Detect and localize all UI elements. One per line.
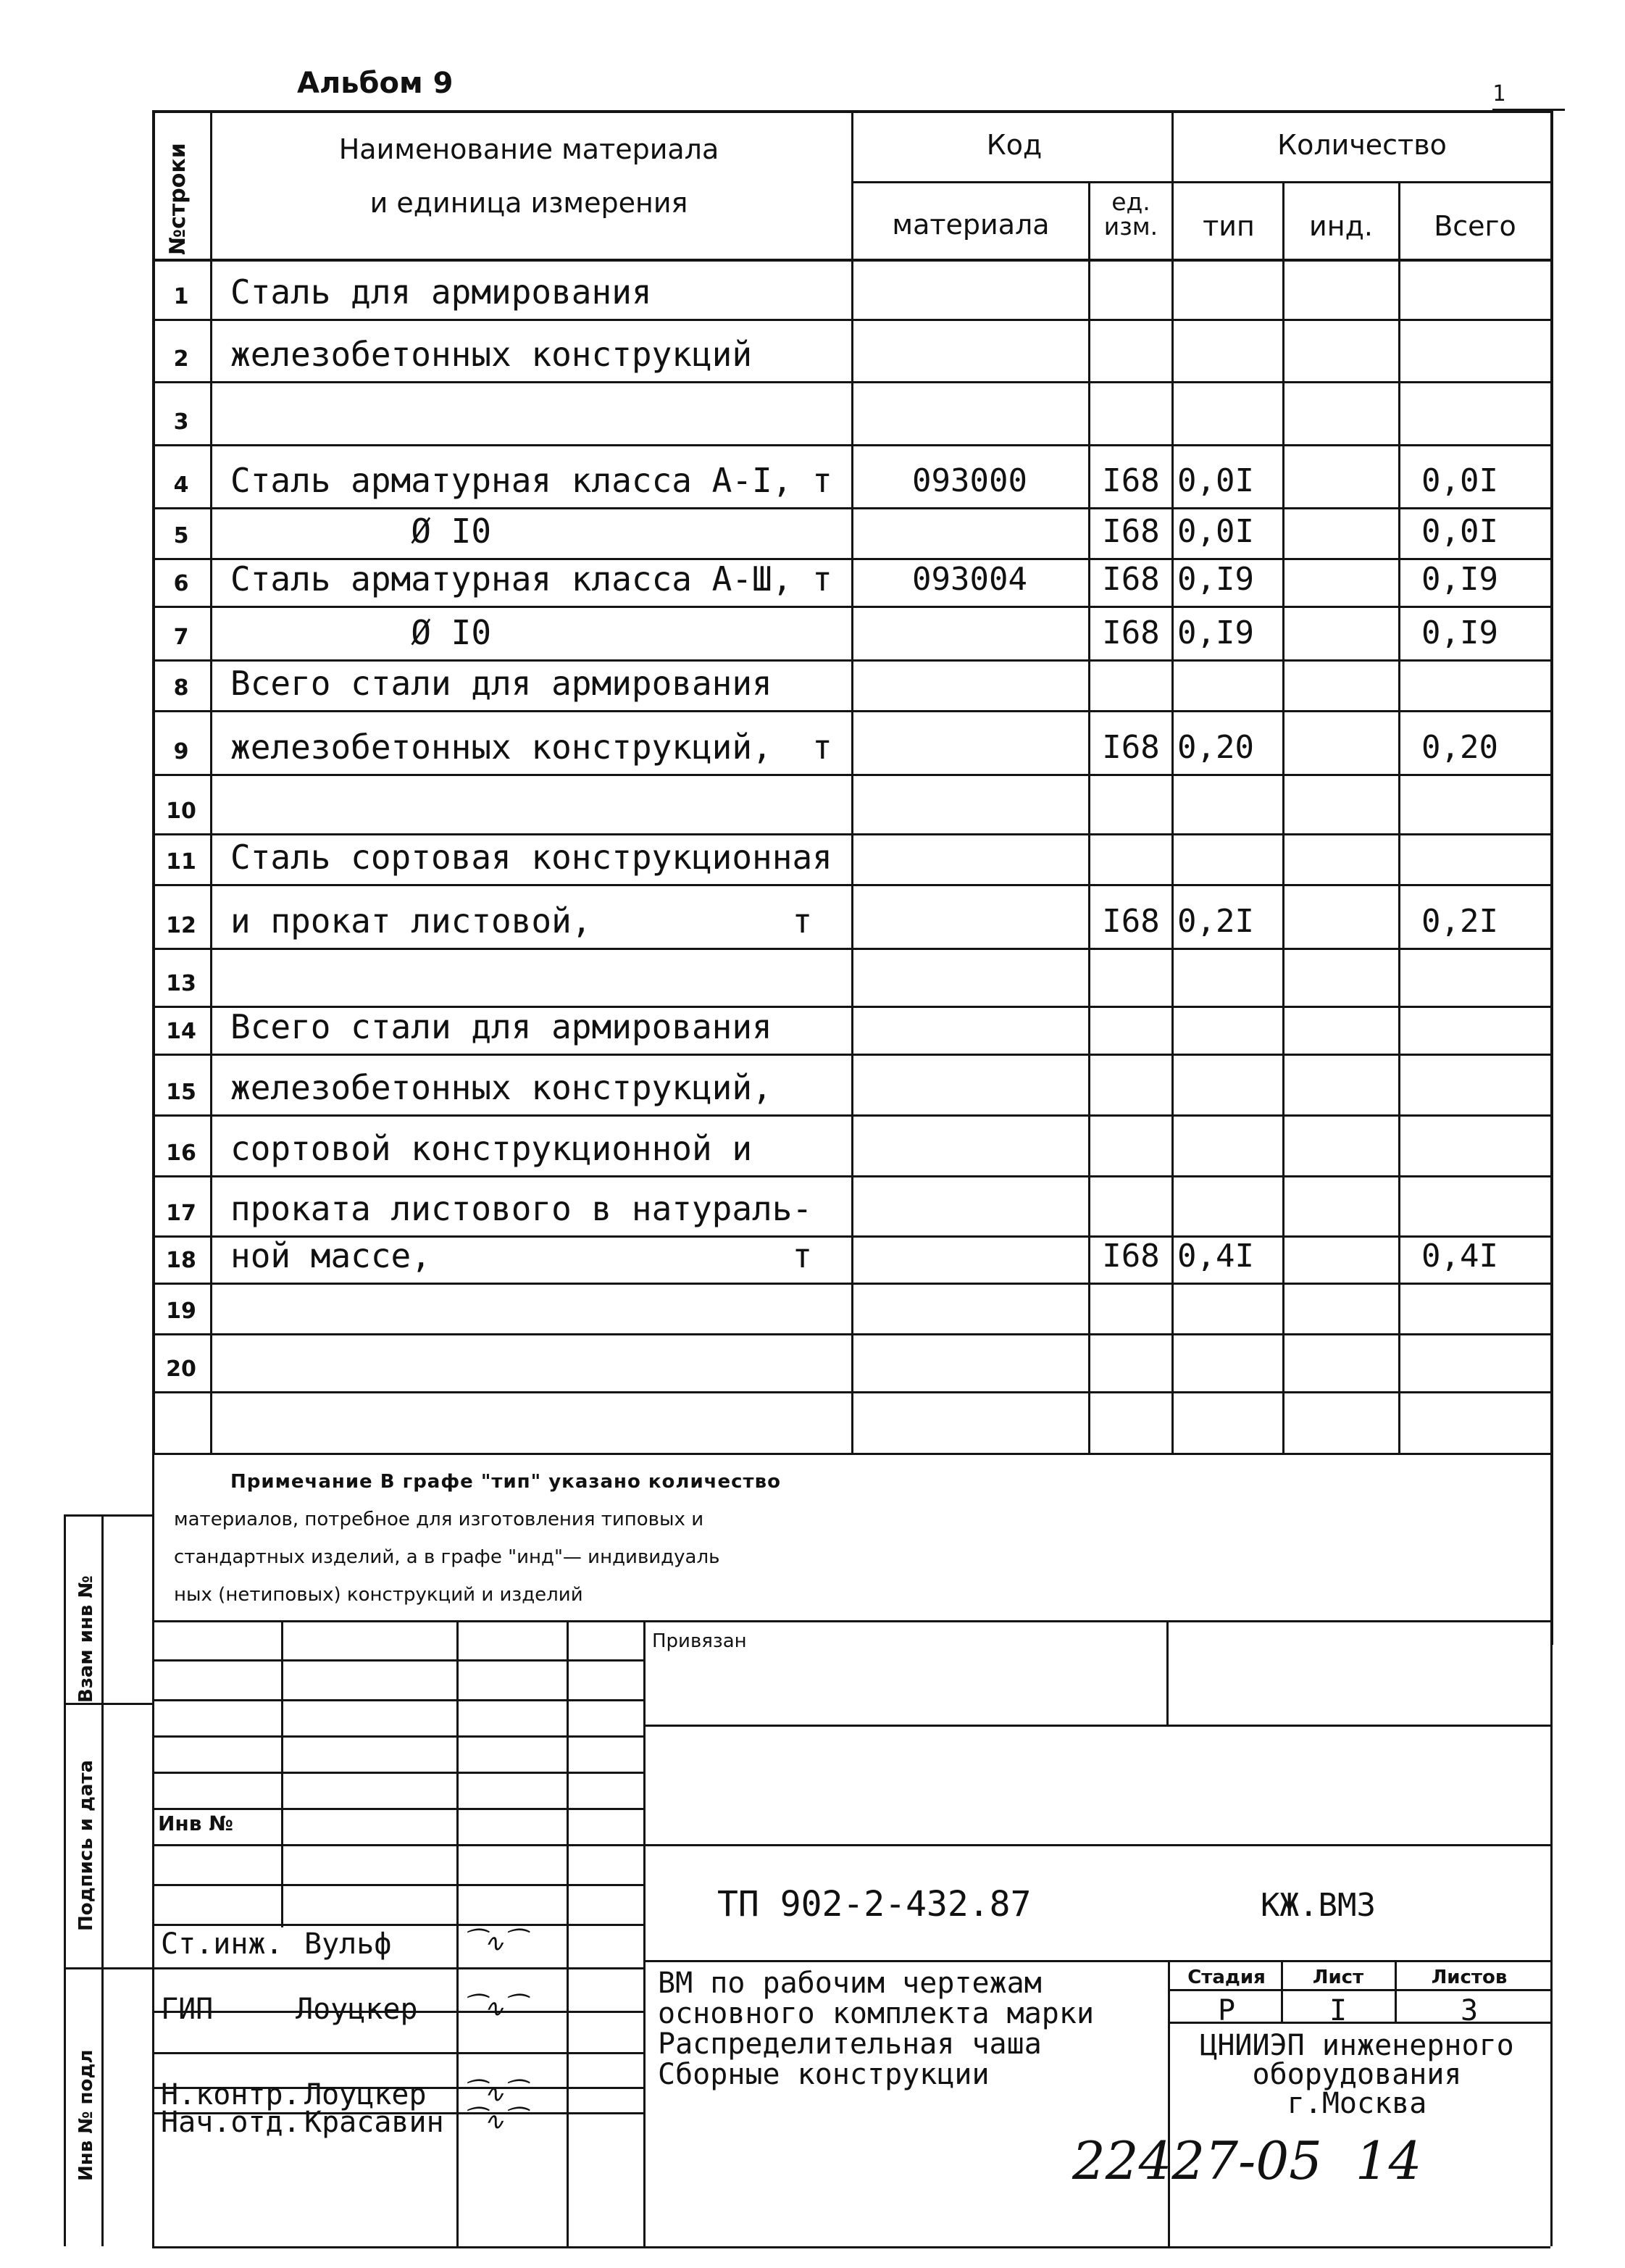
row-number: 6 <box>173 571 189 596</box>
grid-hline <box>152 319 1550 321</box>
grid-vline <box>1550 1620 1553 2246</box>
row-cell-name: Всего стали для армирования <box>230 1007 772 1046</box>
grid-vline <box>456 1620 459 2246</box>
row-cell-unit: I68 <box>1102 1238 1160 1275</box>
note-line1: Примечание В графе "тип" указано количество <box>230 1471 781 1493</box>
stamp-org-line3: г.Москва <box>1287 2087 1427 2120</box>
grid-hline <box>152 1114 1550 1117</box>
signer-role: ГИП <box>161 1993 214 2026</box>
side-label-podpis: Подпись и дата <box>75 1759 97 1931</box>
row-cell-unit: I68 <box>1102 614 1160 651</box>
header-row-number: №строки <box>165 143 191 255</box>
row-number: 4 <box>173 472 189 498</box>
row-cell-type: 0,I9 <box>1177 614 1254 651</box>
row-cell-type: 0,4I <box>1177 1238 1254 1275</box>
row-cell-name: железобетонных конструкций, <box>230 1068 772 1107</box>
grid-hline <box>152 1453 1550 1455</box>
grid-hline <box>152 659 1550 662</box>
signer-name: Лоуцкер <box>304 2078 427 2111</box>
row-cell-total: 0,20 <box>1421 729 1498 766</box>
header-name-line1: Наименование материала <box>338 133 719 165</box>
grid-vline <box>101 1514 104 2246</box>
stamp-sheets: 3 <box>1460 1994 1479 2027</box>
grid-hline <box>851 181 1550 183</box>
stamp-inv-no: Инв № <box>158 1812 233 1835</box>
grid-hline <box>643 1960 1550 1962</box>
row-number: 19 <box>166 1298 196 1324</box>
row-number: 15 <box>166 1080 196 1105</box>
row-number: 14 <box>166 1019 196 1044</box>
signer-role: Нач.отд. <box>161 2106 301 2139</box>
grid-vline <box>1171 110 1174 1453</box>
grid-hline <box>152 444 1550 446</box>
row-number: 3 <box>173 409 189 435</box>
row-cell-type: 0,I9 <box>1177 561 1254 598</box>
signature-scribble: ⁀∿⁀ <box>464 2107 525 2136</box>
stamp-title-line4: Сборные конструкции <box>658 2058 990 2091</box>
row-number: 18 <box>166 1248 196 1273</box>
grid-vline <box>643 1620 646 2246</box>
row-cell-name: Сталь для армирования <box>230 272 652 312</box>
grid-hline <box>152 1699 643 1701</box>
row-cell-name: и прокат листовой, т <box>230 901 813 941</box>
row-cell-name: Сталь арматурная класса А-I, т <box>230 461 832 500</box>
header-material: материала <box>892 209 1050 241</box>
grid-hline <box>152 884 1550 886</box>
signer-role: Ст.инж. <box>161 1927 283 1961</box>
row-cell-code: 093004 <box>912 561 1027 598</box>
grid-vline <box>567 1620 569 2246</box>
row-cell-name: железобетонных конструкций <box>230 335 753 374</box>
row-number: 7 <box>173 625 189 650</box>
row-number: 9 <box>173 739 189 764</box>
grid-hline <box>643 1844 1550 1846</box>
row-cell-type: 0,2I <box>1177 903 1254 940</box>
header-unit: ед. изм. <box>1103 188 1158 241</box>
header-name-line2: и единица измерения <box>369 187 688 219</box>
row-number: 12 <box>166 913 196 938</box>
row-cell-unit: I68 <box>1102 903 1160 940</box>
row-number: 10 <box>166 799 196 824</box>
stamp-org-line2: оборудования <box>1252 2058 1462 2091</box>
stamp-title-line2: основного комплекта марки <box>658 1997 1095 2030</box>
signature-scribble: ⁀∿⁀ <box>464 1929 525 1958</box>
row-cell-type: 0,0I <box>1177 462 1254 499</box>
grid-hline <box>152 1620 643 1622</box>
signature-scribble: ⁀∿⁀ <box>464 2080 525 2109</box>
signer-name: Лоуцкер <box>296 1993 418 2026</box>
row-cell-unit: I68 <box>1102 513 1160 550</box>
row-cell-name: сортовой конструкционной и <box>230 1129 753 1168</box>
grid-vline <box>851 110 853 1453</box>
row-number: 11 <box>166 849 196 875</box>
grid-vline <box>64 1514 66 2246</box>
row-cell-unit: I68 <box>1102 561 1160 598</box>
grid-hline <box>152 507 1550 509</box>
note-line2: материалов, потребное для изготовления типовых и <box>174 1509 704 1530</box>
grid-hline <box>152 948 1550 950</box>
row-cell-name: проката листового в натураль- <box>230 1189 813 1228</box>
note-line3: стандартных изделий, а в графе "инд"— индивидуаль <box>174 1546 720 1568</box>
row-cell-name: Всего стали для армирования <box>230 664 772 703</box>
header-type: тип <box>1203 210 1255 242</box>
grid-hline <box>152 1772 643 1774</box>
stamp-title-line1: ВМ по рабочим чертежам <box>658 1967 1042 2000</box>
grid-hline <box>152 606 1550 608</box>
row-number: 2 <box>173 346 189 372</box>
grid-hline <box>152 1808 643 1810</box>
grid-hline <box>152 1333 1550 1335</box>
stamp-doc-code: ТП 902-2-432.87 <box>717 1884 1032 1925</box>
row-cell-total: 0,0I <box>1421 513 1498 550</box>
grid-hline <box>152 381 1550 383</box>
row-number: 5 <box>173 523 189 549</box>
stamp-stage: Р <box>1217 1994 1236 2027</box>
header-ind: инд. <box>1309 210 1373 242</box>
row-cell-name: Ø I0 <box>230 512 492 551</box>
grid-vline <box>281 1620 283 1927</box>
header-total: Всего <box>1434 210 1516 242</box>
row-cell-total: 0,2I <box>1421 903 1498 940</box>
stamp-title-line3: Распределительная чаша <box>658 2027 1042 2061</box>
grid-vline <box>1398 181 1400 1453</box>
row-cell-type: 0,0I <box>1177 513 1254 550</box>
grid-hline <box>152 1967 643 1969</box>
bottom-number: 22427-05 14 <box>1072 2130 1422 2191</box>
stamp-sheet: I <box>1329 1994 1348 2027</box>
row-number: 16 <box>166 1141 196 1166</box>
stamp-stage-label: Стадия <box>1187 1967 1266 1988</box>
page-mark: 1 <box>1492 81 1506 107</box>
grid-hline <box>152 1735 643 1738</box>
row-cell-total: 0,0I <box>1421 462 1498 499</box>
grid-hline <box>152 774 1550 776</box>
signer-name: Вульф <box>304 1927 392 1961</box>
row-number: 20 <box>166 1356 196 1382</box>
stamp-mark: КЖ.ВМЗ <box>1261 1887 1376 1924</box>
header-code: Код <box>986 129 1043 161</box>
row-cell-code: 093000 <box>912 462 1027 499</box>
signature-scribble: ⁀∿⁀ <box>464 1994 525 2023</box>
grid-hline <box>152 1283 1550 1285</box>
row-number: 13 <box>166 971 196 996</box>
header-quantity: Количество <box>1277 129 1447 161</box>
stamp-sheet-label: Лист <box>1312 1967 1364 1988</box>
row-cell-name: железобетонных конструкций, т <box>230 727 832 767</box>
row-cell-name: Ø I0 <box>230 613 492 652</box>
grid-hline <box>152 2246 1550 2248</box>
grid-hline <box>1168 1989 1550 1991</box>
grid-hline <box>152 1175 1550 1177</box>
note-line4: ных (нетиповых) конструкций и изделий <box>174 1584 583 1606</box>
grid-hline <box>152 1884 643 1886</box>
signer-name: Красавин <box>304 2106 444 2139</box>
row-cell-name: Сталь арматурная класса А-Ш, т <box>230 559 832 599</box>
row-cell-total: 0,4I <box>1421 1238 1498 1275</box>
grid-hline <box>152 1924 643 1926</box>
grid-hline <box>65 1514 152 1517</box>
row-cell-unit: I68 <box>1102 462 1160 499</box>
grid-hline <box>152 2052 643 2054</box>
grid-hline <box>152 1844 643 1846</box>
row-cell-name: ной массе, т <box>230 1236 813 1275</box>
stamp-sheets-label: Листов <box>1431 1967 1508 1988</box>
stamp-org-line1: ЦНИИЭП инженерного <box>1200 2029 1514 2062</box>
grid-vline <box>152 1453 154 2246</box>
row-number: 17 <box>166 1201 196 1226</box>
grid-vline <box>210 110 212 1453</box>
grid-hline <box>152 1054 1550 1056</box>
row-cell-unit: I68 <box>1102 729 1160 766</box>
album-label: Альбом 9 <box>297 67 454 100</box>
grid-hline <box>65 1967 152 1969</box>
grid-hline <box>65 1703 152 1705</box>
grid-hline <box>152 710 1550 712</box>
side-label-vzam: Взам инв № <box>75 1575 97 1703</box>
row-number: 1 <box>173 284 189 309</box>
signer-role: Н.контр. <box>161 2078 301 2111</box>
grid-hline <box>152 833 1550 835</box>
row-number: 8 <box>173 675 189 701</box>
grid-vline <box>1166 1620 1169 1725</box>
grid-vline <box>1550 110 1553 1645</box>
side-label-inv-podl: Инв № подл <box>75 2049 97 2181</box>
grid-vline <box>1282 181 1284 1453</box>
grid-hline <box>643 1725 1550 1727</box>
stamp-privyazan: Привязан <box>652 1630 747 1652</box>
row-cell-total: 0,I9 <box>1421 614 1498 651</box>
row-cell-name: Сталь сортовая конструкционная <box>230 838 832 877</box>
row-cell-type: 0,20 <box>1177 729 1254 766</box>
grid-hline <box>152 1391 1550 1393</box>
grid-vline <box>1168 1960 1170 2246</box>
row-cell-total: 0,I9 <box>1421 561 1498 598</box>
grid-hline <box>152 1659 643 1662</box>
